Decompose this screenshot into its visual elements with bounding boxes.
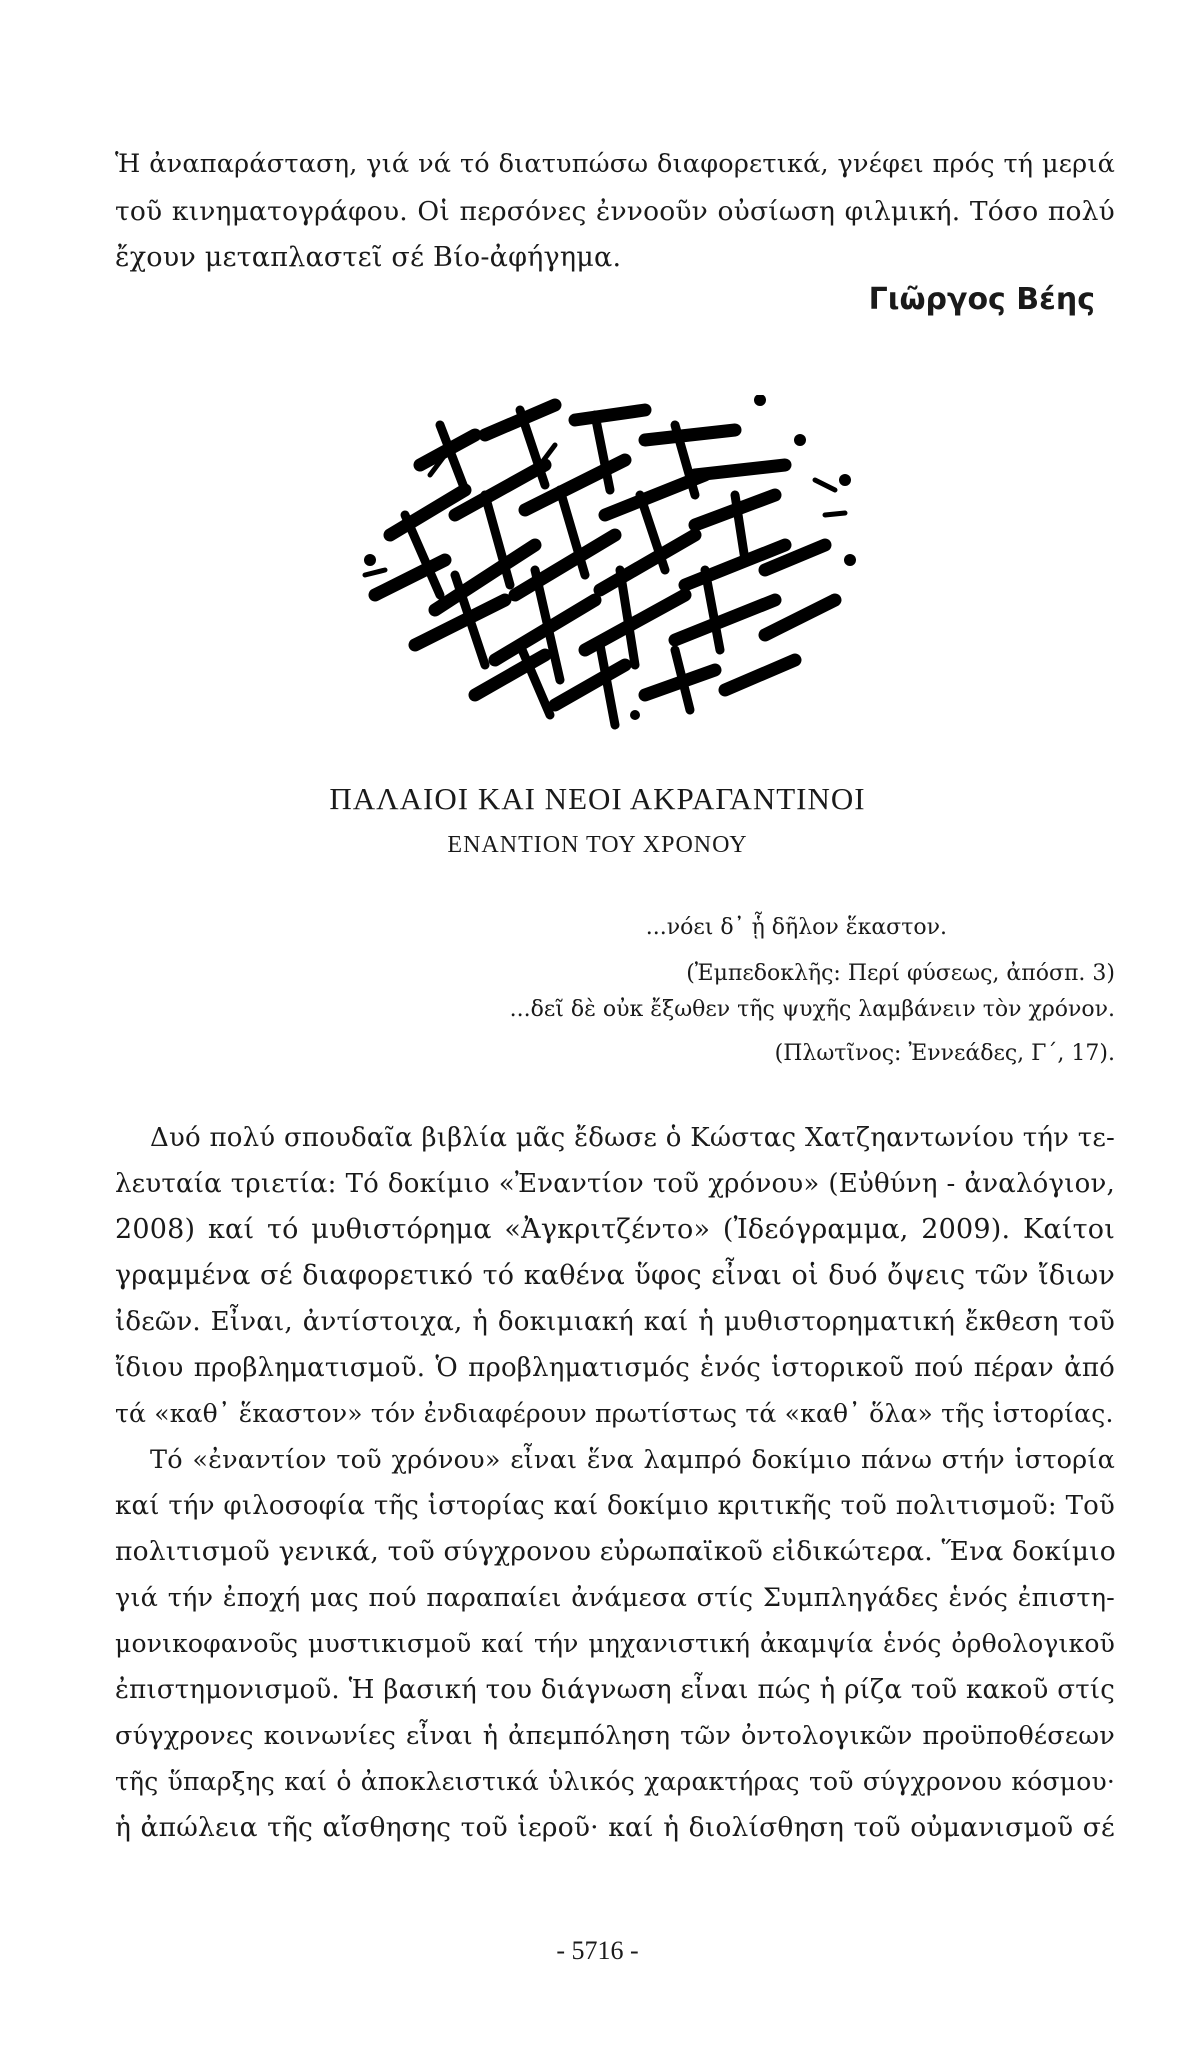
body-line-16: ἡ ἀπώλεια τῆς αἴσθησης τοῦ ἱεροῦ· καί ἡ διολίσθηση τοῦ οὐμανισμοῦ σέ: [115, 1812, 1115, 1843]
page-number: - 5716 -: [556, 1936, 639, 1965]
intro-line-3: ἔχουν μεταπλαστεῖ σέ Βίο-ἀφήγημα.: [115, 242, 622, 273]
body-line-3: 2008) καί τό μυθιστόρημα «Ἀγκριτζέντο» (Ἰδεόγραμμα, 2009). Καίτοι: [115, 1214, 1115, 1245]
intro-line-2: τοῦ κινηματογράφου. Οἱ περσόνες ἐννοοῦν οὐσίωση φιλμική. Τόσο πολύ: [115, 196, 1115, 227]
epigraph-source-2: (Πλωτῖνος: Ἐννεάδες, Γ΄, 17).: [774, 1041, 1115, 1066]
epigraph-quote-2: ...δεῖ δὲ οὐκ ἔξωθεν τῆς ψυχῆς λαμβάνειν τὸν χρόνον.: [509, 997, 1115, 1022]
body-line-1: Δυό πολύ σπουδαῖα βιβλία μᾶς ἔδωσε ὁ Κώστας Χατζηαντωνίου τήν τε-: [150, 1123, 1115, 1153]
epigraph-source-1: (Ἐμπεδοκλῆς: Περί φύσεως, ἀπόσπ. 3): [686, 961, 1115, 986]
author-signature: Γιῶργος Βέης: [868, 282, 1095, 317]
article-subtitle: ΕΝΑΝΤΙΟΝ ΤΟΥ ΧΡΟΝΟΥ: [447, 832, 748, 858]
body-line-2: λευταία τριετία: Τό δοκίμιο «Ἐναντίον τοῦ χρόνου» (Εὐθύνη - ἀναλόγιον,: [115, 1169, 1115, 1199]
body-line-11: γιά τήν ἐποχή μας πού παραπαίει ἀνάμεσα στίς Συμπληγάδες ἑνός ἐπιστη-: [115, 1583, 1115, 1613]
article-title: ΠΑΛΑΙΟΙ ΚΑΙ ΝΕΟΙ ΑΚΡΑΓΑΝΤΙΝΟΙ: [329, 781, 866, 816]
body-line-15: τῆς ὕπαρξης καί ὁ ἀποκλειστικά ὑλικός χαρακτήρας τοῦ σύγχρονου κόσμου·: [115, 1767, 1115, 1796]
body-line-8: Τό «ἐναντίον τοῦ χρόνου» εἶναι ἕνα λαμπρό δοκίμιο πάνω στήν ἱστορία: [150, 1445, 1115, 1475]
body-line-7: τά «καθ᾽ ἕκαστον» τόν ἐνδιαφέρουν πρωτίστως τά «καθ᾽ ὅλα» τῆς ἱστορίας.: [115, 1399, 1114, 1428]
calligraphic-strokes-icon: [345, 395, 880, 730]
intro-line-1: Ἡ ἀναπαράσταση, γιά νά τό διατυπώσω διαφορετικά, γνέφει πρός τή μεριά: [115, 149, 1115, 179]
body-line-12: μονικοφανοῦς μυστικισμοῦ καί τήν μηχανιστική ἀκαμψία ἑνός ὀρθολογικοῦ: [115, 1629, 1115, 1658]
body-line-4: γραμμένα σέ διαφορετικό τό καθένα ὕφος εἶναι οἱ δυό ὄψεις τῶν ἴδιων: [115, 1260, 1115, 1291]
body-line-5: ἰδεῶν. Εἶναι, ἀντίστοιχα, ἡ δοκιμιακή καί ἡ μυθιστορηματική ἔκθεση τοῦ: [115, 1307, 1115, 1337]
body-line-9: καί τήν φιλοσοφία τῆς ἱστορίας καί δοκίμιο κριτικῆς τοῦ πολιτισμοῦ: Τοῦ: [115, 1491, 1115, 1521]
body-line-10: πολιτισμοῦ γενικά, τοῦ σύγχρονου εὐρωπαϊκοῦ εἰδικώτερα. Ἕνα δοκίμιο: [115, 1536, 1116, 1567]
epigraph-quote-1: ...νόει δ᾽ ᾗ δῆλον ἕκαστον.: [645, 915, 947, 940]
body-line-6: ἴδιου προβληματισμοῦ. Ὁ προβληματισμός ἑνός ἱστορικοῦ πού πέραν ἀπό: [115, 1353, 1115, 1383]
body-line-14: σύγχρονες κοινωνίες εἶναι ἡ ἀπεμπόληση τῶν ὀντολογικῶν προϋποθέσεων: [115, 1721, 1115, 1751]
body-line-13: ἐπιστημονισμοῦ. Ἡ βασική του διάγνωση εἶναι πώς ἡ ρίζα τοῦ κακοῦ στίς: [115, 1675, 1115, 1705]
